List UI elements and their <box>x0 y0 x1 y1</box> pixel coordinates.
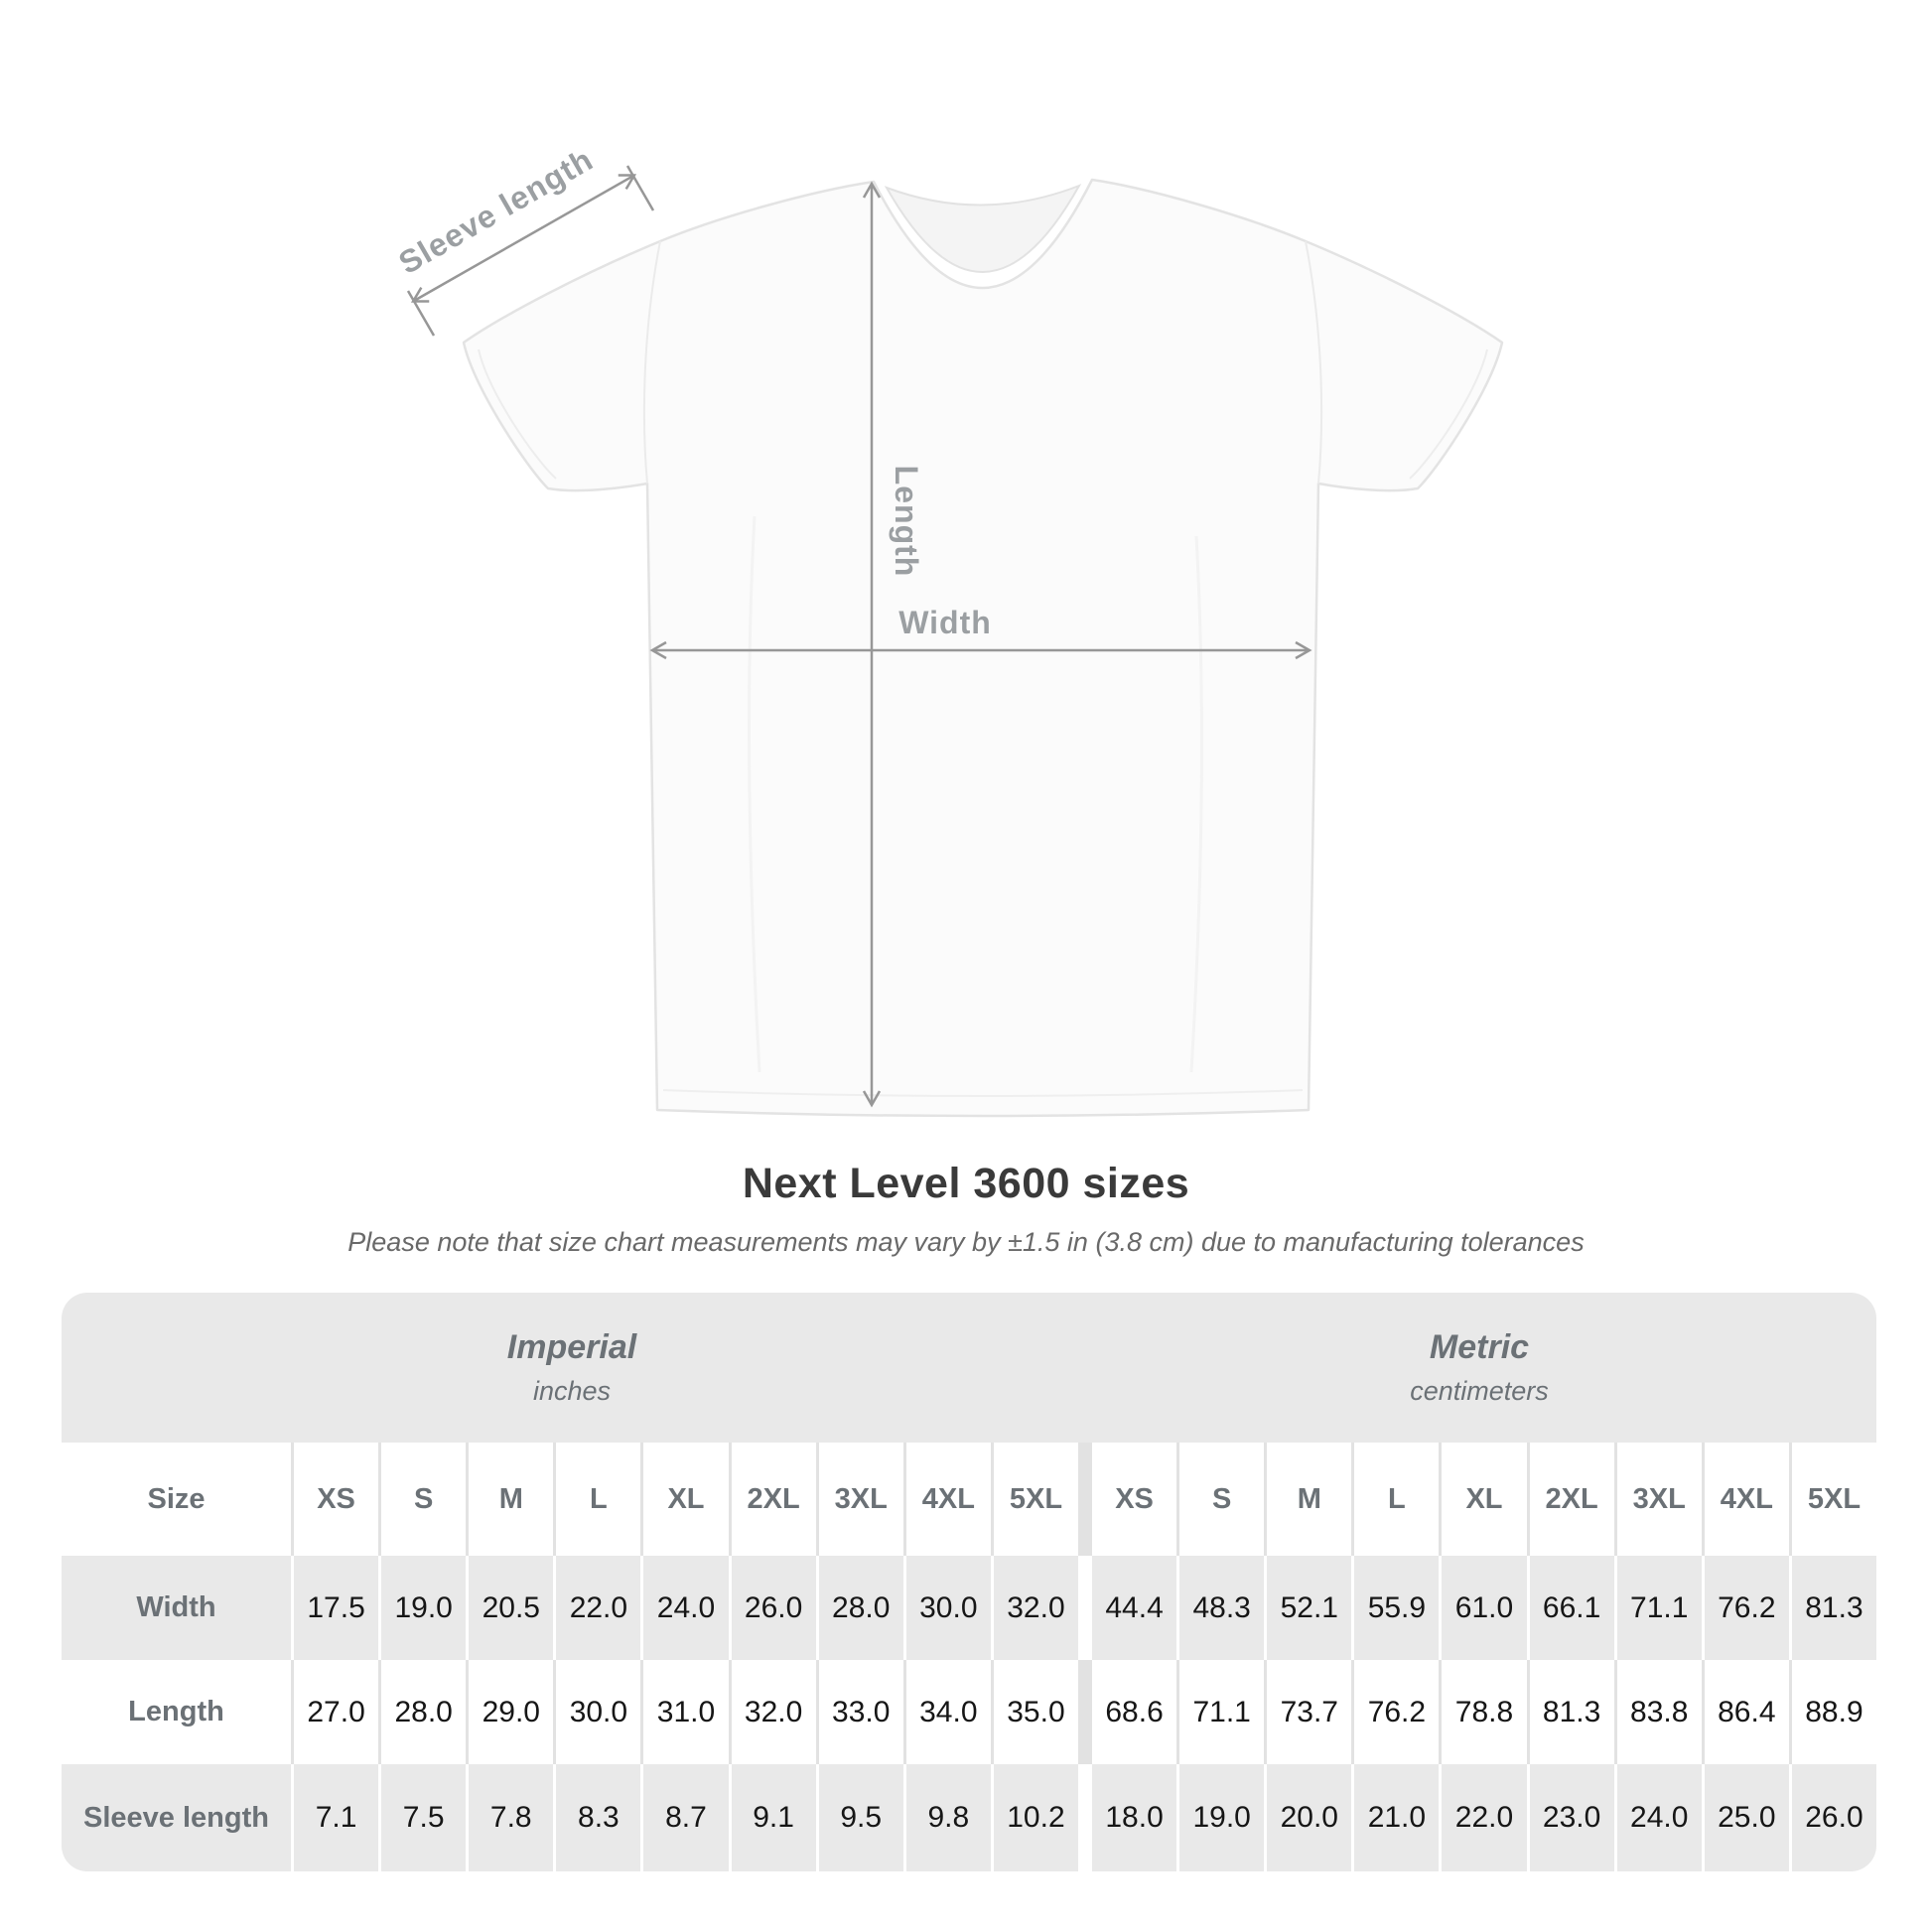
table-row-sleeve-length <box>62 1764 1876 1871</box>
size-col-metric: S <box>1179 1443 1264 1556</box>
value-cell: 18.0 <box>1092 1764 1176 1871</box>
value-cell: 52.1 <box>1267 1556 1351 1660</box>
size-table <box>62 1293 1876 1871</box>
value-cell: 86.4 <box>1705 1660 1789 1764</box>
value-cell: 76.2 <box>1705 1556 1789 1660</box>
value-cell: 28.0 <box>819 1556 903 1660</box>
size-col-metric: 2XL <box>1530 1443 1614 1556</box>
value-cell: 9.8 <box>906 1764 991 1871</box>
size-col-imperial: L <box>556 1443 640 1556</box>
tshirt-shape <box>464 180 1502 1116</box>
table-row-width <box>62 1556 1876 1660</box>
value-cell: 29.0 <box>469 1660 553 1764</box>
imperial-label: Imperial <box>506 1328 637 1366</box>
value-cell: 83.8 <box>1617 1660 1702 1764</box>
value-cell: 7.1 <box>294 1764 378 1871</box>
value-cell: 55.9 <box>1354 1556 1439 1660</box>
value-cell: 48.3 <box>1179 1556 1264 1660</box>
value-cell: 21.0 <box>1354 1764 1439 1871</box>
section-divider <box>1081 1556 1089 1660</box>
size-col-metric: M <box>1267 1443 1351 1556</box>
value-cell: 71.1 <box>1179 1660 1264 1764</box>
size-col-metric: XS <box>1092 1443 1176 1556</box>
value-cell: 26.0 <box>732 1556 816 1660</box>
size-col-metric: 4XL <box>1705 1443 1789 1556</box>
size-col-imperial: S <box>381 1443 466 1556</box>
size-col-metric: XL <box>1442 1443 1526 1556</box>
length-label: Length <box>889 465 924 578</box>
value-cell: 88.9 <box>1792 1660 1876 1764</box>
value-cell: 78.8 <box>1442 1660 1526 1764</box>
size-col-metric: 3XL <box>1617 1443 1702 1556</box>
row-label: Sleeve length <box>62 1764 291 1871</box>
value-cell: 73.7 <box>1267 1660 1351 1764</box>
value-cell: 30.0 <box>906 1556 991 1660</box>
section-divider <box>1081 1443 1089 1556</box>
size-col-imperial: 2XL <box>732 1443 816 1556</box>
value-cell: 81.3 <box>1530 1660 1614 1764</box>
value-cell: 22.0 <box>1442 1764 1526 1871</box>
value-cell: 28.0 <box>381 1660 466 1764</box>
value-cell: 27.0 <box>294 1660 378 1764</box>
metric-unit: centimeters <box>1410 1376 1549 1406</box>
size-col-imperial: 3XL <box>819 1443 903 1556</box>
value-cell: 8.3 <box>556 1764 640 1871</box>
value-cell: 24.0 <box>1617 1764 1702 1871</box>
value-cell: 17.5 <box>294 1556 378 1660</box>
value-cell: 81.3 <box>1792 1556 1876 1660</box>
value-cell: 33.0 <box>819 1660 903 1764</box>
row-label: Length <box>62 1660 291 1764</box>
value-cell: 26.0 <box>1792 1764 1876 1871</box>
width-label: Width <box>898 605 992 640</box>
imperial-unit: inches <box>532 1376 612 1406</box>
value-cell: 19.0 <box>381 1556 466 1660</box>
size-col-metric: 5XL <box>1792 1443 1876 1556</box>
size-header-row <box>62 1443 1876 1556</box>
value-cell: 9.5 <box>819 1764 903 1871</box>
metric-label: Metric <box>1429 1328 1530 1366</box>
value-cell: 7.5 <box>381 1764 466 1871</box>
value-cell: 22.0 <box>556 1556 640 1660</box>
page-title: Next Level 3600 sizes <box>742 1160 1190 1207</box>
value-cell: 9.1 <box>732 1764 816 1871</box>
value-cell: 71.1 <box>1617 1556 1702 1660</box>
value-cell: 20.5 <box>469 1556 553 1660</box>
value-cell: 66.1 <box>1530 1556 1614 1660</box>
value-cell: 61.0 <box>1442 1556 1526 1660</box>
value-cell: 35.0 <box>994 1660 1078 1764</box>
size-col-imperial: XL <box>643 1443 728 1556</box>
page-subtitle: Please note that size chart measurements may vary by ±1.5 in (3.8 cm) due to manufacturing tolerances <box>347 1227 1585 1257</box>
size-col-imperial: 5XL <box>994 1443 1078 1556</box>
value-cell: 25.0 <box>1705 1764 1789 1871</box>
imperial-section-header <box>62 1293 1082 1443</box>
value-cell: 30.0 <box>556 1660 640 1764</box>
value-cell: 19.0 <box>1179 1764 1264 1871</box>
value-cell: 68.6 <box>1092 1660 1176 1764</box>
value-cell: 44.4 <box>1092 1556 1176 1660</box>
sleeve-length-label: Sleeve length <box>392 141 600 281</box>
value-cell: 20.0 <box>1267 1764 1351 1871</box>
value-cell: 31.0 <box>643 1660 728 1764</box>
section-divider <box>1081 1764 1089 1871</box>
size-header: Size <box>62 1443 291 1556</box>
value-cell: 7.8 <box>469 1764 553 1871</box>
value-cell: 23.0 <box>1530 1764 1614 1871</box>
value-cell: 8.7 <box>643 1764 728 1871</box>
value-cell: 32.0 <box>994 1556 1078 1660</box>
metric-section-header <box>1082 1293 1876 1443</box>
sleeve-tick-top <box>627 166 653 210</box>
size-col-metric: L <box>1354 1443 1439 1556</box>
row-label: Width <box>62 1556 291 1660</box>
value-cell: 76.2 <box>1354 1660 1439 1764</box>
value-cell: 10.2 <box>994 1764 1078 1871</box>
size-col-imperial: XS <box>294 1443 378 1556</box>
size-col-imperial: 4XL <box>906 1443 991 1556</box>
value-cell: 34.0 <box>906 1660 991 1764</box>
unit-band <box>62 1293 1876 1443</box>
value-cell: 32.0 <box>732 1660 816 1764</box>
size-col-imperial: M <box>469 1443 553 1556</box>
section-divider <box>1081 1660 1089 1764</box>
value-cell: 24.0 <box>643 1556 728 1660</box>
table-row-length <box>62 1660 1876 1764</box>
